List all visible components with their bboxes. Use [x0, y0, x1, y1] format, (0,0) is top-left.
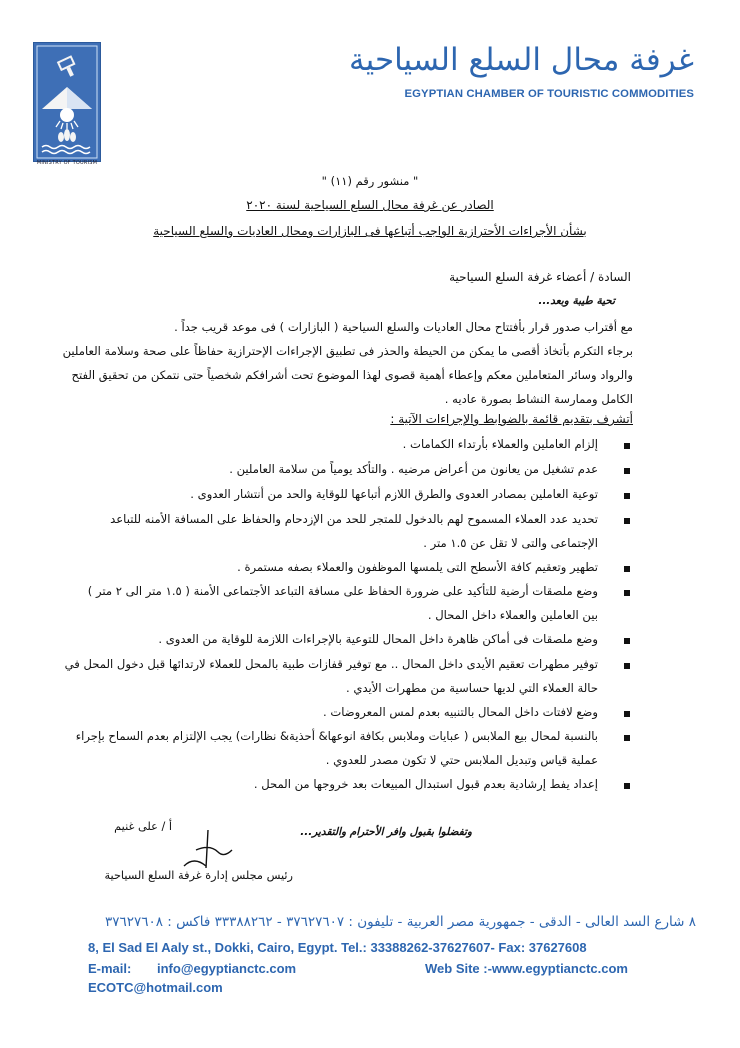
paragraph-line: مع أقتراب صدور قرار بأفتتاح محال العاديات والسلع السياحية ( البازارات ) فى موعد قريب جداً .	[174, 320, 633, 334]
footer-email-hotmail[interactable]: ECOTC@hotmail.com	[88, 980, 223, 995]
bullet-icon	[624, 783, 630, 789]
bullet-icon	[624, 711, 630, 717]
footer-address-arabic: ٨ شارع السد العالى - الدقى - جمهورية مصر العربية - تليفون : ٣٧٦٢٧٦٠٧ - ٣٣٣٨٨٢٦٢ فاكس : ٣٧٦٢٧٦٠٨	[104, 914, 696, 930]
bullet-icon	[624, 493, 630, 499]
footer-website[interactable]: Web Site :-www.egyptianctc.com	[425, 961, 628, 976]
signatory-name: أ / على غنيم	[114, 820, 172, 833]
bullet-icon	[624, 566, 630, 572]
measure-item: بالنسبة لمحال بيع الملابس ( عبايات وملابس بكافة انوعها& أحذية& نظارات) يجب الإلتزام بعدم السماح بإجراء	[75, 729, 598, 743]
bullet-icon	[624, 518, 630, 524]
org-name-english: EGYPTIAN CHAMBER OF TOURISTIC COMMODITIES	[404, 88, 694, 100]
paragraph-line: برجاء التكرم بأتخاذ أقصى ما يمكن من الحيطة والحذر فى تطبيق الإجراءات الإحترازية حفاظاً على صحة وسلامة العاملين	[62, 344, 633, 358]
measure-item: إلزام العاملين والعملاء بأرتداء الكمامات .	[402, 437, 598, 451]
measure-item: تحديد عدد العملاء المسموح لهم بالدخول للمتجر للحد من الإزدحام والحفاظ على المسافة الأمنه للتباعد	[110, 512, 598, 526]
measure-item: توعية العاملين بمصادر العدوى والطرق اللازم أتباعها للوقاية والحد من أنتشار العدوى .	[190, 487, 598, 501]
bullet-icon	[624, 443, 630, 449]
signatory-title: رئيس مجلس إدارة غرفة السلع السياحية	[104, 869, 293, 882]
measure-item: عدم تشغيل من يعانون من أعراض مرضيه . والتأكد يومياً من سلامة العاملين .	[229, 462, 598, 476]
bullet-icon	[624, 735, 630, 741]
footer-address-english: 8, El Sad El Aaly st., Dokki, Cairo, Egypt. Tel.: 33388262-37627607- Fax: 37627608	[88, 940, 587, 955]
pyramid-emblem-icon	[34, 43, 100, 161]
measure-item: تطهير وتعقيم كافة الأسطح التى يلمسها الموظفون والعملاء بصفه مستمرة .	[237, 560, 598, 574]
measure-item-continued: الإجتماعى والتى لا تقل عن ١.٥ متر .	[423, 536, 598, 550]
measure-item: وضع لافتات داخل المحال بالتنبيه بعدم لمس المعروضات .	[322, 705, 598, 719]
subject-line: بشأن الأجراءات الأحترازية الواجب أتباعها فى البازارات ومحال العاديات والسلع السياحية	[153, 224, 587, 238]
measures-intro: أتشرف بتقديم قائمة بالضوابط والإجراءات الآتية :	[390, 412, 633, 426]
bullet-icon	[624, 638, 630, 644]
issued-by-line: الصادر عن غرفة محال السلع السياحية لسنة ٢٠٢٠	[246, 198, 494, 212]
paragraph-line: والرواد وسائر المتعاملين معكم وإعطاء أهمية قصوى لهذا الموضوع تحت أشرافكم شخصياً حتى نتمكن من تحقيق الفتح	[71, 368, 633, 382]
measure-item-continued: عملية قياس وتبديل الملابس حتي لا تكون مصدر للعدوي .	[325, 753, 598, 767]
measure-item: إعداد يفط إرشادية بعدم قبول استبدال المبيعات بعد خروجها من المحل .	[253, 777, 598, 791]
circular-number: " منشور رقم (١١) "	[321, 174, 419, 188]
logo-caption: MINISTRY OF TOURISM	[36, 160, 98, 166]
ministry-logo	[33, 42, 101, 162]
measure-item: وضع ملصقات أرضية للتأكيد على ضرورة الحفاظ على مسافة التباعد الأجتماعى الأمنة ( ١.٥ متر الى ٢ متر )	[87, 584, 598, 598]
greeting: تحية طيبة وبعد...	[538, 295, 615, 307]
bullet-icon	[624, 468, 630, 474]
footer-email-info[interactable]: info@egyptianctc.com	[157, 961, 297, 976]
bullet-icon	[624, 663, 630, 669]
measure-item: وضع ملصقات فى أماكن ظاهرة داخل المحال للتوعية بالإجراءات اللازمة للوقاية من العدوى .	[158, 632, 598, 646]
org-name-arabic: غرفة محال السلع السياحية	[348, 42, 694, 78]
measure-item: توفير مطهرات تعقيم الأيدى داخل المحال .. مع توفير قفازات طبية بالمحل للعملاء لارتدائها قبل دخول المحل في	[64, 657, 598, 671]
measure-item-continued: بين العاملين والعملاء داخل المحال .	[427, 608, 598, 622]
closing-line: وتفضلوا بقبول وافر الأحترام والتقدير...	[300, 826, 472, 838]
addressee: السادة / أعضاء غرفة السلع السياحية	[449, 270, 631, 284]
footer-email-label: E-mail:	[88, 961, 132, 976]
bullet-icon	[624, 590, 630, 596]
measure-item-continued: حالة العملاء التي لديها حساسية من مطهرات الأيدي .	[346, 681, 598, 695]
paragraph-line: الكامل وممارسة النشاط بصورة عاديه .	[444, 392, 633, 406]
